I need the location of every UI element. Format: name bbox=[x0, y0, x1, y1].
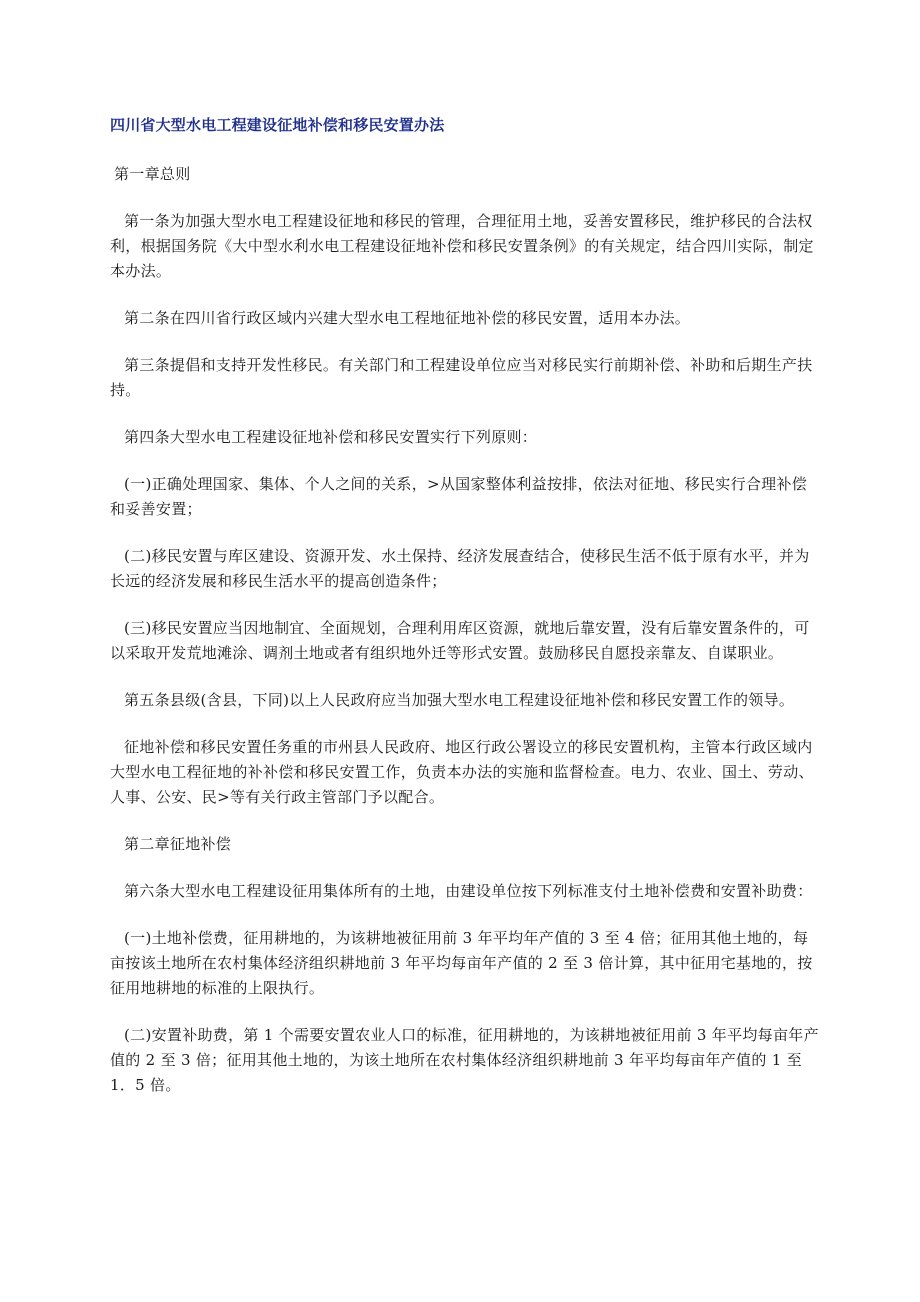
article-1: 第一条为加强大型水电工程建设征地和移民的管理，合理征用土地，妥善安置移民，维护移民的合法权利，根据国务院《大中型水利水电工程建设征地补偿和移民安置条例》的有关规定，结合四川实际，制定本办法。 bbox=[110, 212, 814, 280]
article-6-item-1: (一)土地补偿费，征用耕地的，为该耕地被征用前 3 年平均年产值的 3 至 4 倍；征用其他土地的，每亩按该土地所在农村集体经济组织耕地前 3 年平均每亩年产值的 2 至 3 倍计算，其中征用宅基地的，按征用地耕地的标准的上限执行。 bbox=[110, 929, 813, 997]
article-5: 第五条县级(含县，下同)以上人民政府应当加强大型水电工程建设征地补偿和移民安置工作的领导。 bbox=[124, 691, 795, 709]
article-4-item-3: (三)移民安置应当因地制宜、全面规划，合理利用库区资源，就地后靠安置，没有后靠安置条件的，可以采取开发荒地滩涂、调剂土地或者有组织地外迁等形式安置。鼓励移民自愿投亲靠友、自谋职业。 bbox=[110, 619, 810, 662]
article-5-paragraph-2: 征地补偿和移民安置任务重的市州县人民政府、地区行政公署设立的移民安置机构，主管本行政区域内大型水电工程征地的补补偿和移民安置工作，负责本办法的实施和监督检查。电力、农业、国土、劳动、人事、公安、民>等有关行政主管部门予以配合。 bbox=[110, 738, 814, 806]
chapter-heading-2: 第二章征地补偿 bbox=[124, 835, 232, 853]
article-4: 第四条大型水电工程建设征地补偿和移民安置实行下列原则： bbox=[124, 428, 538, 446]
article-6-item-2: (二)安置补助费，第 1 个需要安置农业人口的标准，征用耕地的，为该耕地被征用前 3 年平均每亩年产值的 2 至 3 倍；征用其他土地的，为该土地所在农村集体经济组织耕地前 3 年平均每亩年产值的 1 至 1．5 倍。 bbox=[110, 1026, 819, 1094]
article-4-item-1: (一)正确处理国家、集体、个人之间的关系，>从国家整体利益按排，依法对征地、移民实行合理补偿和妥善安置； bbox=[110, 475, 808, 518]
document-page bbox=[110, 114, 820, 1120]
article-2: 第二条在四川省行政区域内兴建大型水电工程地征地补偿的移民安置，适用本办法。 bbox=[124, 309, 691, 327]
article-6: 第六条大型水电工程建设征用集体所有的土地，由建设单位按下列标准支付土地补偿费和安置补助费： bbox=[124, 882, 813, 900]
article-4-item-2: (二)移民安置与库区建设、资源开发、水土保持、经济发展查结合，使移民生活不低于原有水平，并为长远的经济发展和移民生活水平的提高创造条件； bbox=[110, 547, 810, 590]
article-3: 第三条提倡和支持开发性移民。有关部门和工程建设单位应当对移民实行前期补偿、补助和后期生产扶持。 bbox=[110, 356, 813, 399]
document-title: 四川省大型水电工程建设征地补偿和移民安置办法 bbox=[110, 116, 445, 134]
chapter-heading-1: 第一章总则 bbox=[114, 165, 191, 183]
